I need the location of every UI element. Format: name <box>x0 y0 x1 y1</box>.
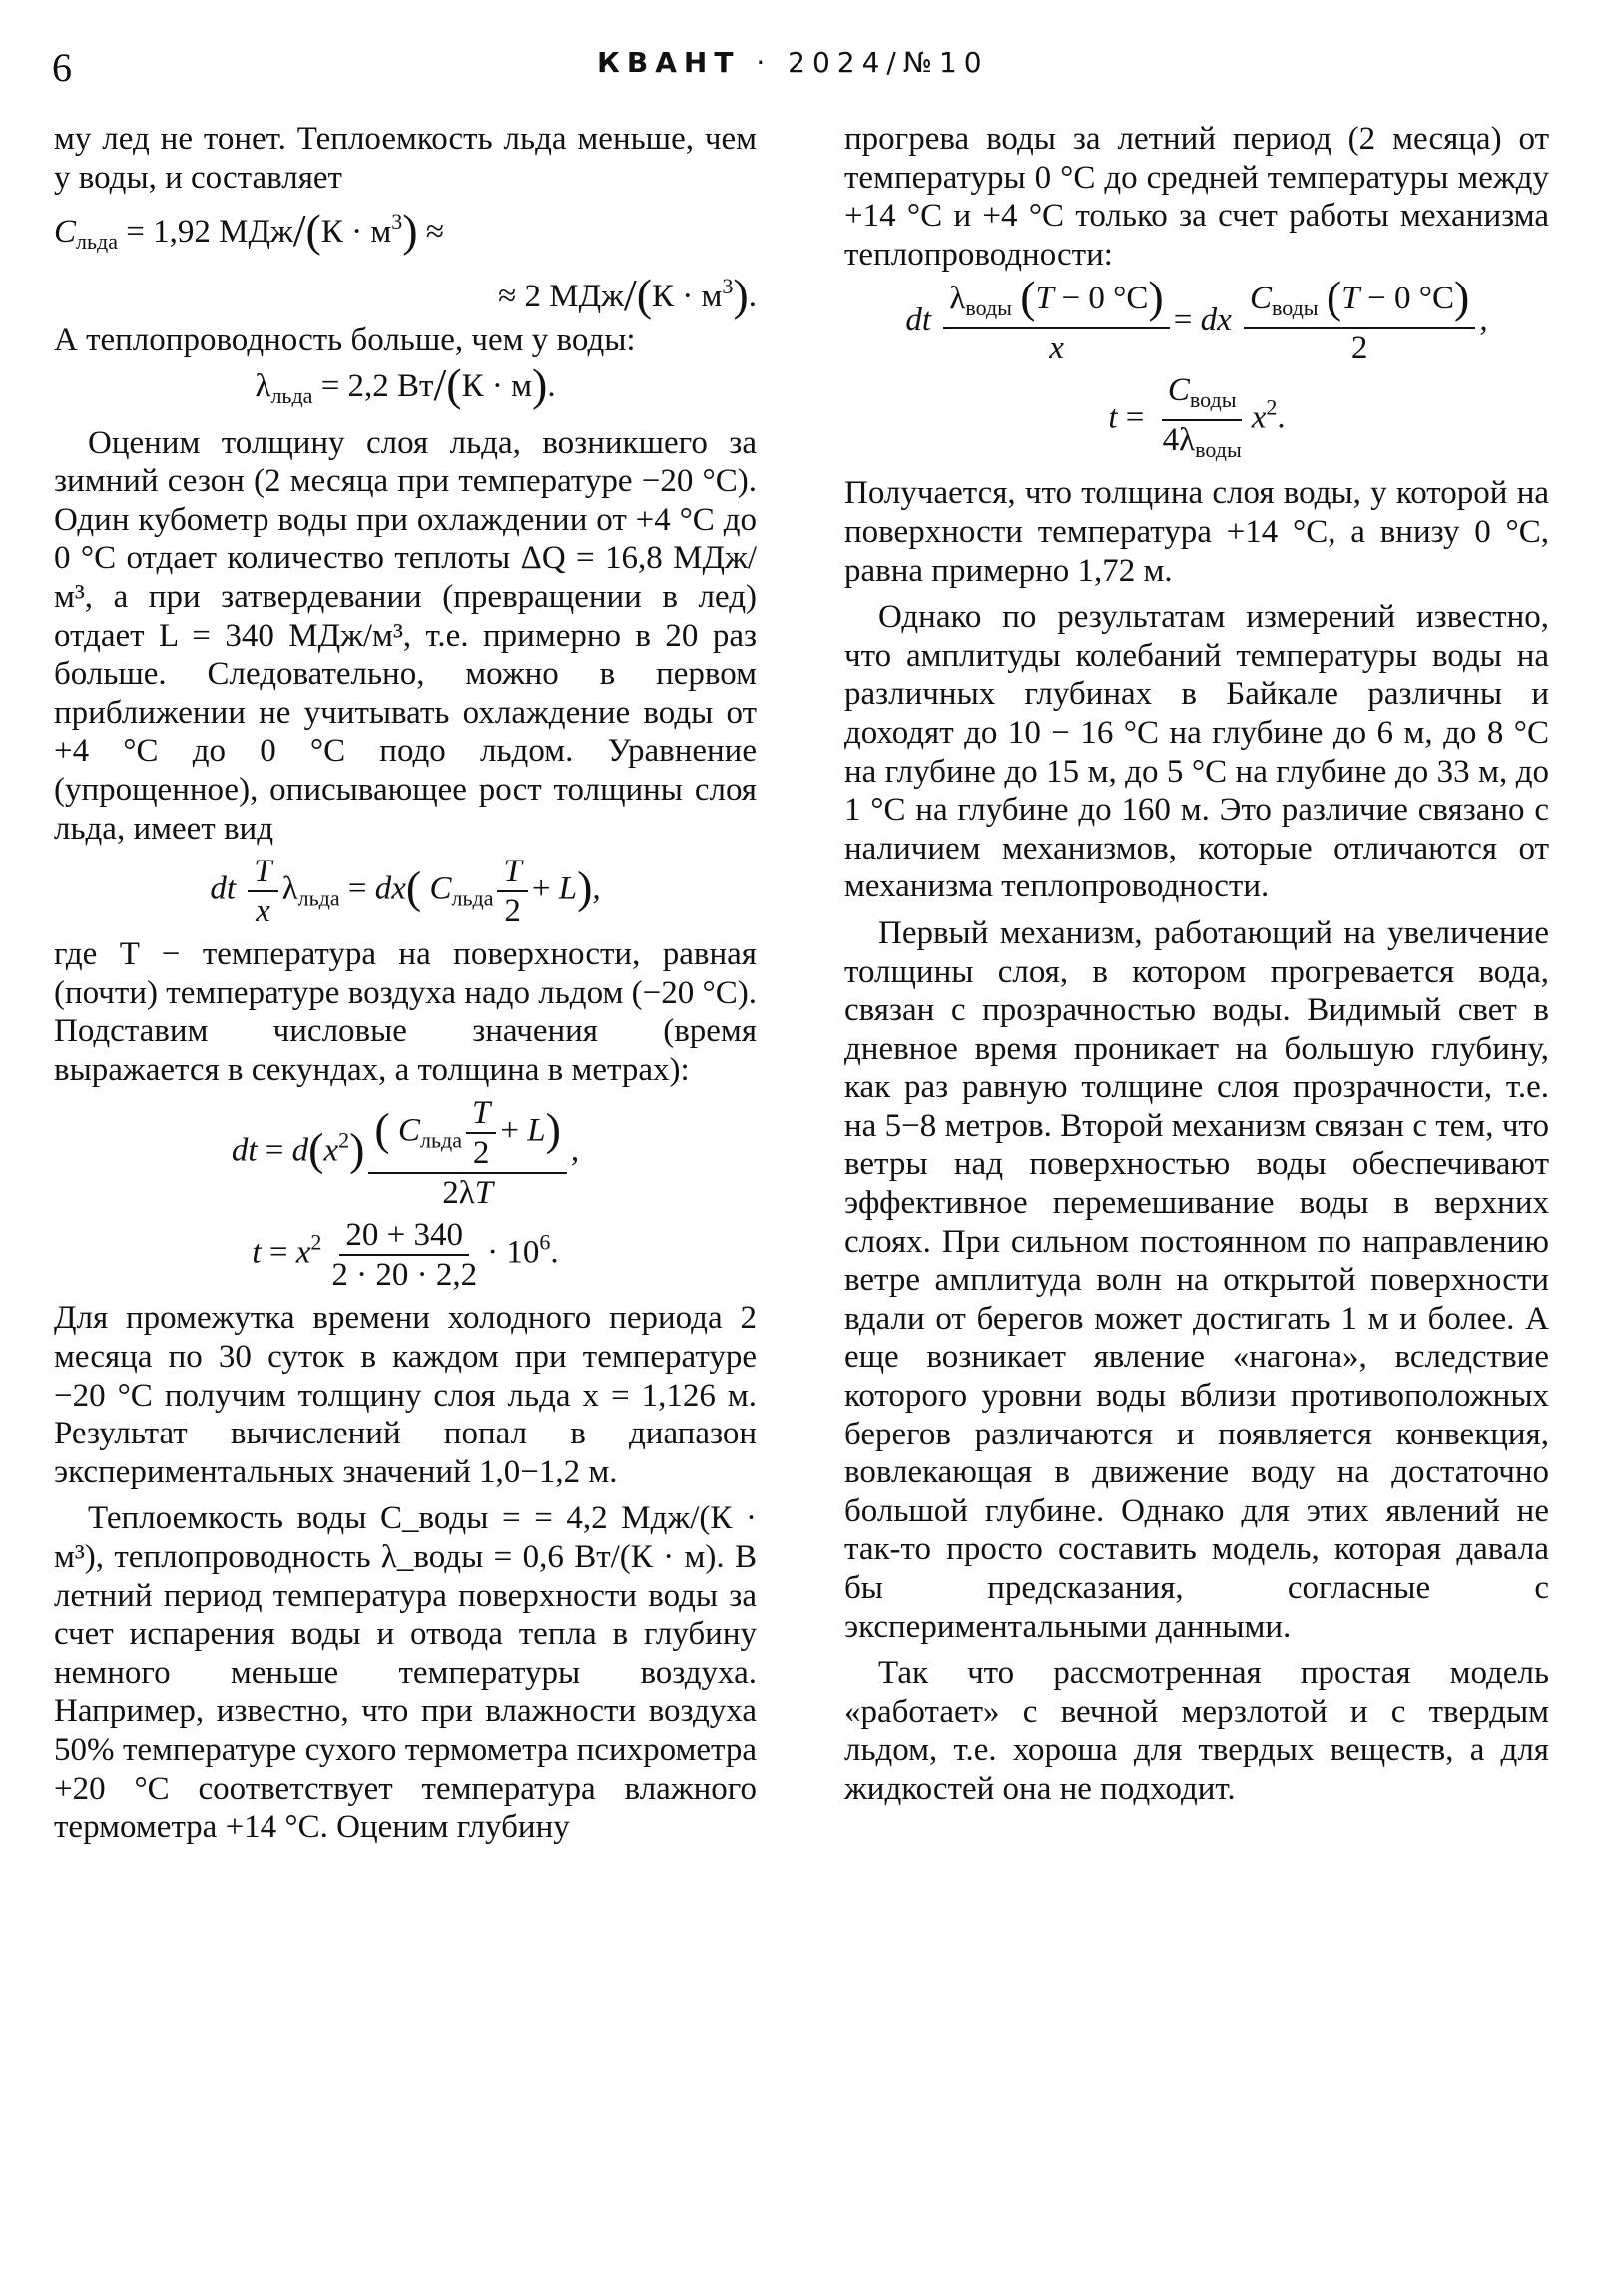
paragraph: Однако по результатам измерений известно, что амплитуды колебаний температуры воды на различных глубинах в Байкале различны и доходят до 10 − 16 °С на глубине до 6 м, до 8 °С на глубине до 15 м, до 5 °С на глубине до 33 м, до 1 °С на глубине до 160 м. Это различие связано с наличием механизмов, которые отличаются от механизма теплопроводности. <box>844 599 1549 905</box>
paragraph: Оценим толщину слоя льда, возникшего за зимний сезон (2 месяца при температуре −20 °С). Один кубометр воды при охлаждении от +4 °С до 0 °С отдает количество теплоты ΔQ = 16,8 МДж/м³, а при затвердевании (превращении в лед) отдает L = 340 МДж/м³, т.е. примерно в 20 раз больше. Следовательно, можно в первом приближении не учитывать охлаждение воды от +4 °С до 0 °С подо льдом. Уравнение (упрощенное), описывающее рост толщины слоя льда, имеет вид <box>54 424 757 847</box>
formula-c-ice: $C_{льда} = 1,92$ $МДж/(К \cdot м^3)$ ≈ <box>54 205 444 257</box>
running-head <box>597 46 989 79</box>
page-number: 6 <box>52 45 72 90</box>
formula-ice-growth: dt $\frac{T}{x}$ $\lambda_{льда} = dx$( $C_{льда}$ $\frac{T}{2}$ + L), <box>210 854 601 930</box>
paragraph: Теплоемкость воды C_воды = = 4,2 Мдж/(К · м³), теплопроводность λ_воды = 0,6 Вт/(К · м). В летний период температура поверхности воды за счет испарения воды и отвода тепла в глубину немного меньше температуры воздуха. Например, известно, что при влажности воздуха 50% температуре сухого термометра психрометра +20 °С соответствует температура влажного термометра +14 °С. Оценим глубину <box>54 1500 757 1846</box>
paragraph: Так что рассмотренная простая модель «работает» с вечной мерзлотой и с твердым льдом, т.е. хороша для твердых веществ, а для жидкостей она не подходит. <box>844 1655 1549 1807</box>
paragraph: прогрева воды за летний период (2 месяца) от температуры 0 °С до средней температуры между +14 °С и +4 °С только за счет работы механизма теплопроводности: <box>844 121 1549 273</box>
paragraph: Первый механизм, работающий на увеличение толщины слоя, в котором прогревается вода, связан с прозрачностью воды. Видимый свет в дневное время проникает на большую глубину, как раз равную толщине слоя прозрачности, т.е. на 5−8 метров. Второй механизм связан с тем, что ветры над поверхностью воды обеспечивают эффективное перемешивание воды в верхних слоях. При сильном постоянном по направлению ветре амплитуда волн на открытой поверхности вдали от берегов может достигать 1 м и более. А еще возникает явление «нагона», вследствие которого уровни воды вблизи противоположных берегов различаются и появляется конвекция, вовлекающая в движение воду на достаточно большой глубине. Однако для этих явлений не так-то просто составить модель, которая давала бы предсказания, согласные с экспериментальными данными. <box>844 914 1549 1645</box>
right-column <box>844 120 1549 1809</box>
paragraph: Получается, что толщина слоя воды, у которой на поверхности температура +14 °С, а внизу 0 °С, равна примерно 1,72 м. <box>844 475 1549 589</box>
left-column <box>54 120 757 1847</box>
formula-water-balance: dt $\frac{\lambda_{воды} (T - 0 ^\circ C)}{x}$ = dx $\frac{C_{воды} (T - 0 ^\circ C)}{2}$ , <box>905 272 1488 367</box>
formula-dt: dt = $d(x^2)$ ( $C_{льда}$ $\frac{T}{2}$ + L) 2λT , <box>231 1095 580 1212</box>
paragraph: Для промежутка времени холодного периода 2 месяца по 30 суток в каждом при температуре −20 °С получим толщину слоя льда x = 1,126 м. Результат вычислений попал в диапазон экспериментальных значений 1,0−1,2 м. <box>54 1300 757 1490</box>
magazine-title: КВАНТ <box>597 46 741 79</box>
paragraph: му лед не тонет. Теплоемкость льда меньше, чем у воды, и составляет <box>54 121 757 196</box>
paragraph: А теплопроводность больше, чем у воды: <box>54 322 636 359</box>
formula-lambda-ice: $\lambda_{льда} = 2,2$ Вт/(К · м). <box>255 358 556 410</box>
formula-c-ice-approx: ≈ 2 $МДж/(К \cdot м^3)$. <box>498 269 757 320</box>
issue-label: · 2024/№10 <box>756 46 989 79</box>
formula-t-water: t = $\frac{C_{воды}}{4\lambda_{воды}}$ $x^2$. <box>1108 372 1286 463</box>
paragraph: где T − температура на поверхности, равная (почти) температуре воздуха надо льдом (−20 °С). Подставим числовые значения (время выражается в секундах, а толщина в метрах): <box>54 936 757 1088</box>
formula-t-ice: $t = x^2$ $\frac{20 + 340}{2 \cdot 20 \cdot 2,2}$ · $10^6$. <box>252 1217 559 1294</box>
